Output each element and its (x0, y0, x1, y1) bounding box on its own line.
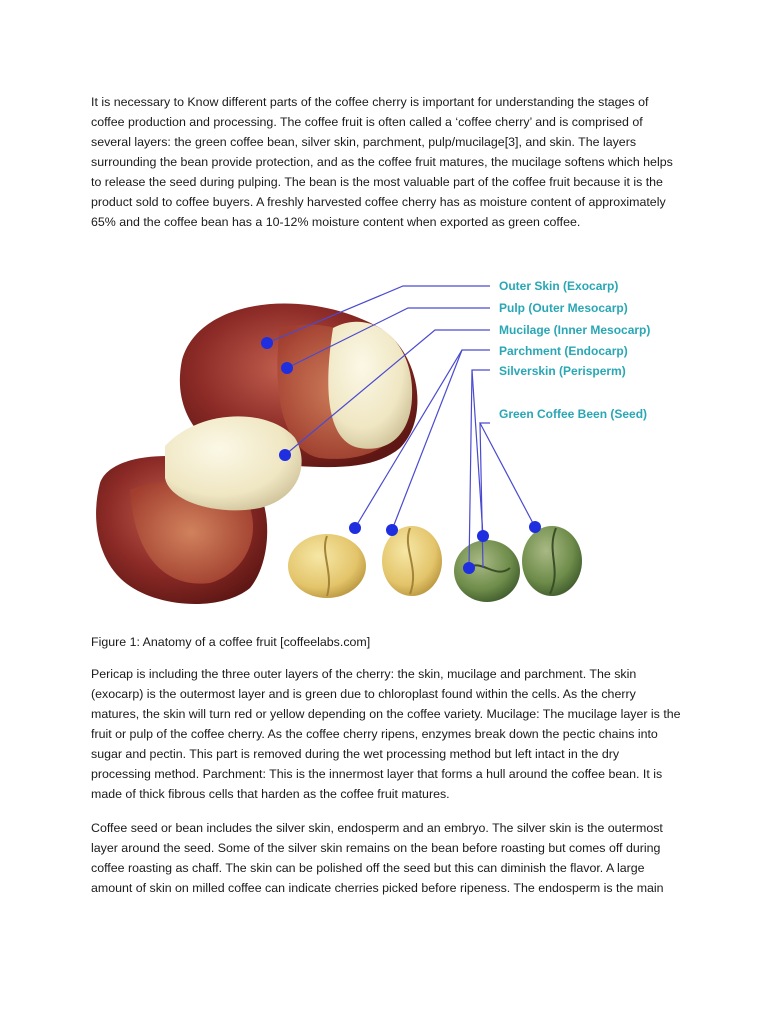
label-mucilage: Mucilage (Inner Mesocarp) (499, 323, 651, 337)
bean-with-mucilage-lower (165, 416, 302, 510)
label-pulp: Pulp (Outer Mesocarp) (499, 301, 628, 315)
parchment-beans (288, 526, 442, 598)
label-green-coffee-bean: Green Coffee Been (Seed) (499, 407, 648, 421)
label-parchment: Parchment (Endocarp) (499, 344, 628, 358)
intro-paragraph: It is necessary to Know different parts of the coffee cherry is important for understanding the stages of coffee production and processing. The coffee fruit is often called a ‘coffee cherry’ and is comprised of several layers: the green coffee bean, silver skin, parchment, pulp/mucilage[3], and skin. The layers surrounding the bean provide protection, and as the coffee fruit matures, the mucilage softens which helps to release the seed during pulping. The bean is the most valuable part of the coffee fruit because it is the product sold to coffee buyers. A freshly harvested coffee cherry has as moisture content of approximately 65% and the coffee bean has a 10-12% moisture content when exported as green coffee. (91, 95, 673, 229)
label-outer-skin: Outer Skin (Exocarp) (499, 279, 619, 293)
figure-caption: Figure 1: Anatomy of a coffee fruit [coffeelabs.com] (91, 635, 371, 649)
seed-paragraph: Coffee seed or bean includes the silver skin, endosperm and an embryo. The silver skin is the outermost layer around the seed. Some of the silver skin remains on the bean before roasting but comes off during coffee roasting as chaff. The skin can be polished off the seed but this can diminish the flavor. A large amount of skin on milled coffee can indicate cherries picked before ripeness. The endosperm is the main (91, 821, 664, 895)
coffee-fruit-illustration (90, 268, 690, 613)
coffee-fruit-anatomy-figure (90, 268, 690, 613)
pericarp-paragraph: Pericap is including the three outer layers of the cherry: the skin, mucilage and parchment. The skin (exocarp) is the outermost layer and is green due to chloroplast found within the cells. As the cherry matures, the skin will turn red or yellow depending on the coffee variety. Mucilage: The mucilage layer is the fruit or pulp of the coffee cherry. As the coffee cherry ripens, enzymes break down the pectic chains into sugar and pectin. This part is removed during the wet processing method but left intact in the dry processing method. Parchment: This is the innermost layer that forms a hull around the coffee bean. It is made of thick fibrous cells that harden as the coffee fruit matures. (91, 667, 681, 801)
label-silverskin: Silverskin (Perisperm) (499, 364, 626, 378)
